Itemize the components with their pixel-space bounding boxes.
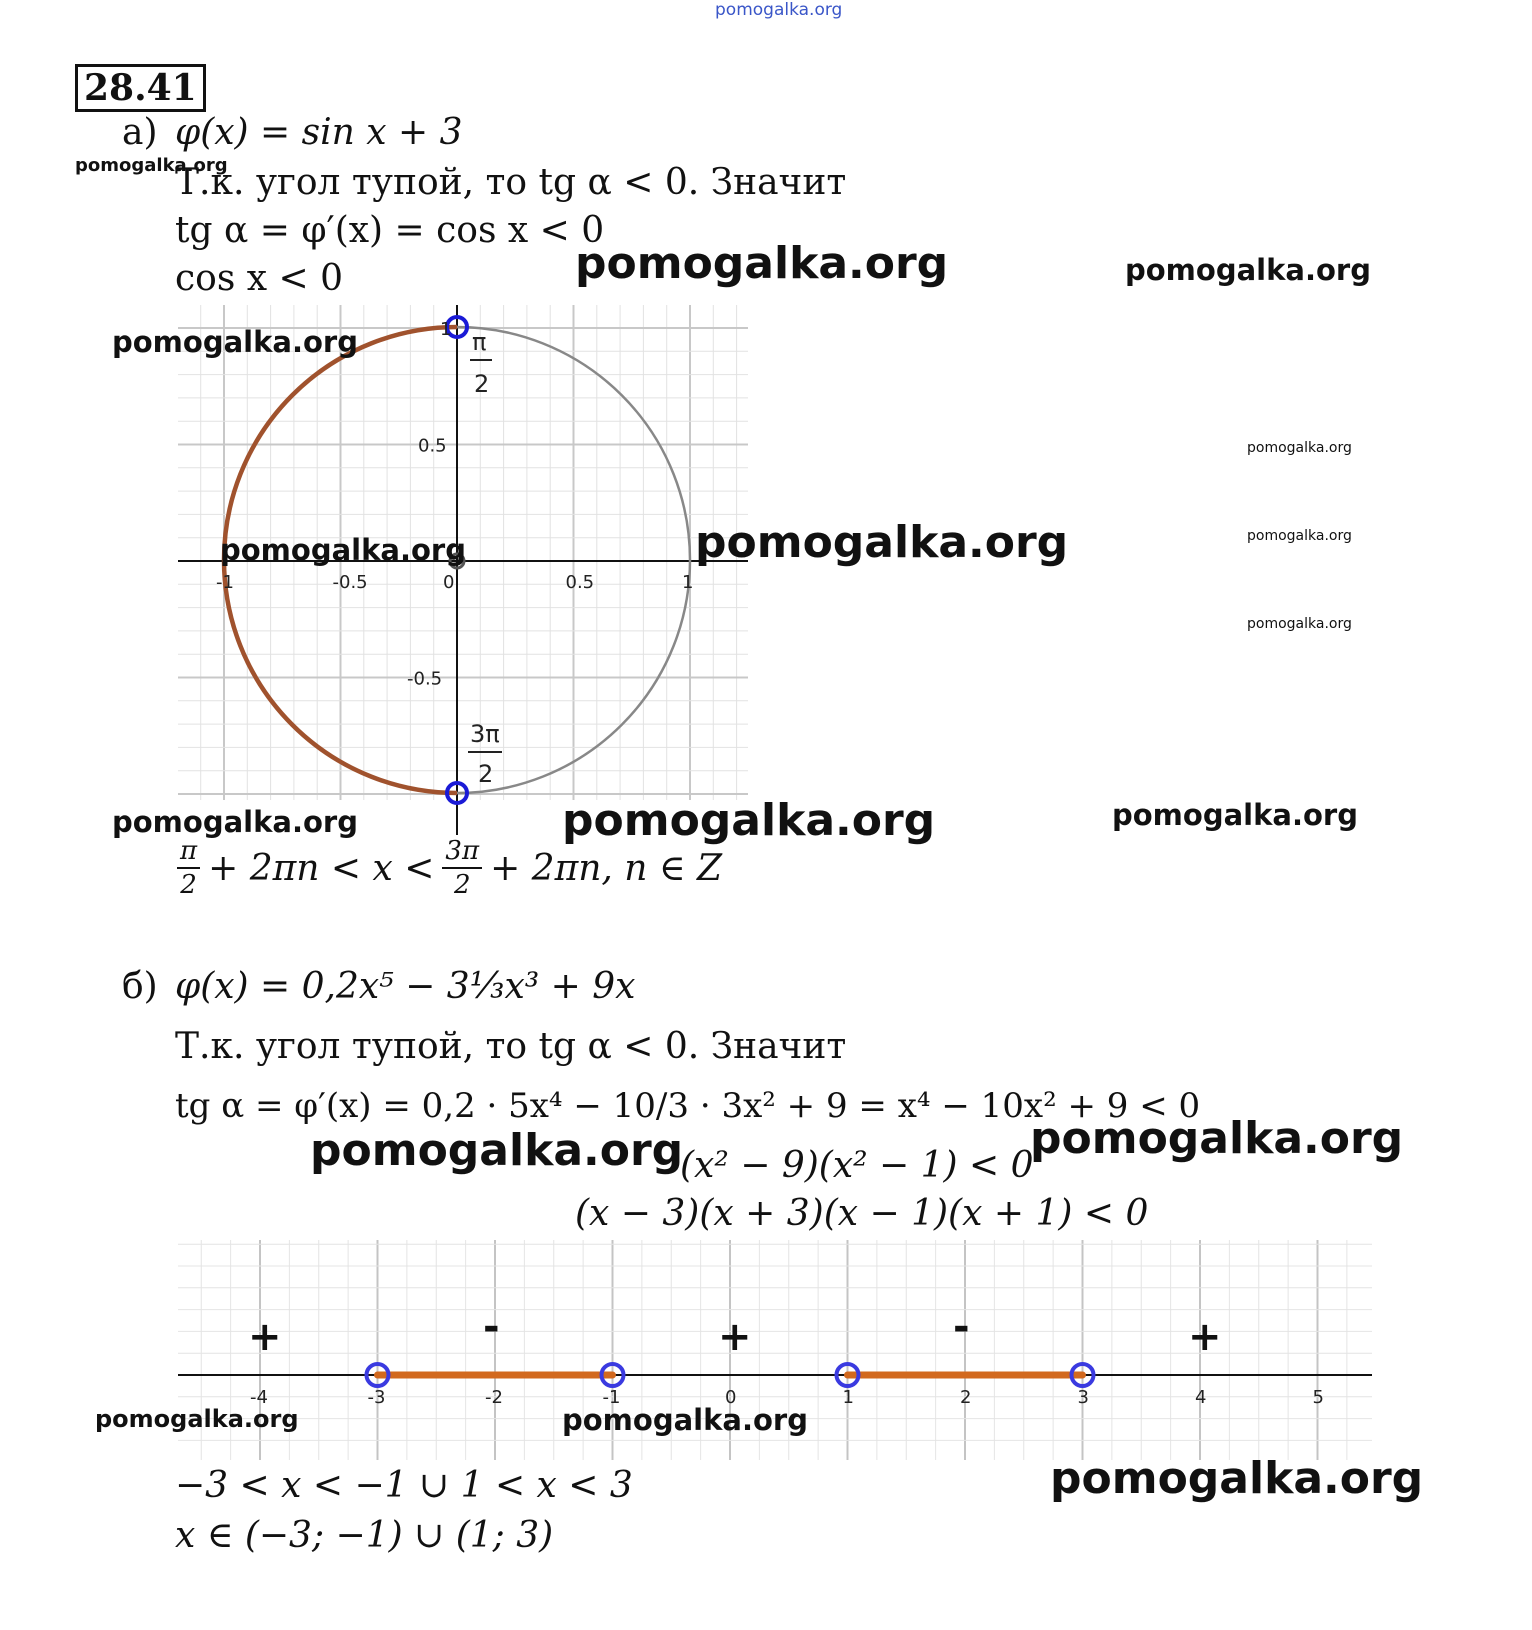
watermark: pomogalka.org [75, 155, 228, 176]
sign-minus: - [953, 1304, 970, 1350]
answer-middle: + 2πn < x < [208, 847, 435, 889]
part-b-function: φ(x) = 0,2x⁵ − 3⅓x³ + 9x [175, 966, 636, 1007]
x-tick-label: -0.5 [332, 572, 368, 593]
tick-label: 4 [1195, 1387, 1207, 1408]
watermark: pomogalka.org [1112, 798, 1358, 832]
part-b-label: б) [122, 966, 158, 1007]
tick-label: -2 [485, 1387, 503, 1408]
tick-label: 5 [1312, 1387, 1324, 1408]
tick-label: 0 [725, 1387, 737, 1408]
part-a-answer [175, 838, 722, 898]
label-3pi-half-num: 3π [470, 720, 500, 748]
tick-label: -3 [367, 1387, 386, 1408]
watermark: pomogalka.org [1030, 1113, 1404, 1164]
watermark: pomogalka.org [695, 517, 1069, 568]
watermark: pomogalka.org [95, 1405, 299, 1433]
watermark: pomogalka.org [1050, 1453, 1424, 1504]
watermark: pomogalka.org [1247, 528, 1352, 544]
x-tick-label: 1 [682, 572, 694, 593]
answer-end: + 2πn, n ∈ Z [490, 847, 723, 889]
x-tick-label: -1 [216, 572, 234, 593]
watermark: pomogalka.org [562, 1403, 808, 1437]
y-tick-label: 1 [440, 319, 452, 340]
watermark: pomogalka.org [562, 795, 936, 846]
answer-frac-2 [442, 838, 482, 898]
part-b-line3: (x² − 9)(x² − 1) < 0 [680, 1145, 1034, 1186]
sign-minus: - [483, 1304, 500, 1350]
part-b-answer-1: −3 < x < −1 ∪ 1 < x < 3 [175, 1465, 633, 1506]
answer-frac-1 [177, 838, 200, 898]
unit-circle-graph [170, 300, 760, 840]
y-tick-label: 0.5 [418, 435, 447, 457]
watermark: pomogalka.org [112, 325, 358, 359]
tick-label: 2 [960, 1387, 972, 1408]
part-b-line1: Т.к. угол тупой, то tg α < 0. Значит [175, 1026, 847, 1067]
part-a-line3: cos x < 0 [175, 258, 344, 299]
x-tick-label: 0.5 [565, 572, 595, 593]
tick-label: -1 [602, 1387, 621, 1408]
y-tick-label: -0.5 [407, 668, 443, 690]
label-pi-half-num: π [472, 328, 487, 356]
label-pi-half-den: 2 [474, 370, 490, 398]
label-3pi-half [468, 720, 502, 788]
part-a-label: а) [122, 112, 158, 153]
answer-frac-1-num: π [177, 838, 200, 869]
watermark: pomogalka.org [1247, 616, 1352, 632]
header-watermark: pomogalka.org [715, 0, 843, 20]
watermark: pomogalka.org [1125, 253, 1371, 287]
x-tick-label: 0 [443, 572, 455, 593]
problem-number: 28.41 [75, 64, 206, 112]
watermark: pomogalka.org [1247, 440, 1352, 456]
sign-plus: + [248, 1314, 282, 1360]
part-a-line2: tg α = φ′(x) = cos x < 0 [175, 210, 605, 251]
watermark: pomogalka.org [310, 1125, 684, 1176]
part-a-line1: Т.к. угол тупой, то tg α < 0. Значит [175, 162, 847, 203]
sign-plus: + [718, 1314, 752, 1360]
part-b-line4: (x − 3)(x + 3)(x − 1)(x + 1) < 0 [575, 1193, 1149, 1234]
answer-frac-1-den: 2 [180, 870, 197, 900]
part-b-line2: tg α = φ′(x) = 0,2 · 5x⁴ − 10/3 · 3x² + 9 = x⁴ − 10x² + 9 < 0 [175, 1086, 1201, 1126]
tick-label: -4 [250, 1387, 268, 1408]
watermark: pomogalka.org [575, 238, 949, 289]
tick-label: 1 [842, 1387, 854, 1408]
label-3pi-half-den: 2 [478, 760, 494, 788]
watermark: pomogalka.org [220, 533, 466, 567]
part-b-answer-2: x ∈ (−3; −1) ∪ (1; 3) [175, 1515, 554, 1556]
label-pi-half [470, 328, 492, 398]
answer-frac-2-den: 2 [453, 870, 471, 900]
tick-label: 3 [1077, 1387, 1089, 1408]
part-a-function: φ(x) = sin x + 3 [175, 112, 463, 153]
answer-frac-2-num: 3π [442, 838, 482, 869]
watermark: pomogalka.org [112, 805, 358, 839]
sign-plus: + [1188, 1314, 1222, 1360]
